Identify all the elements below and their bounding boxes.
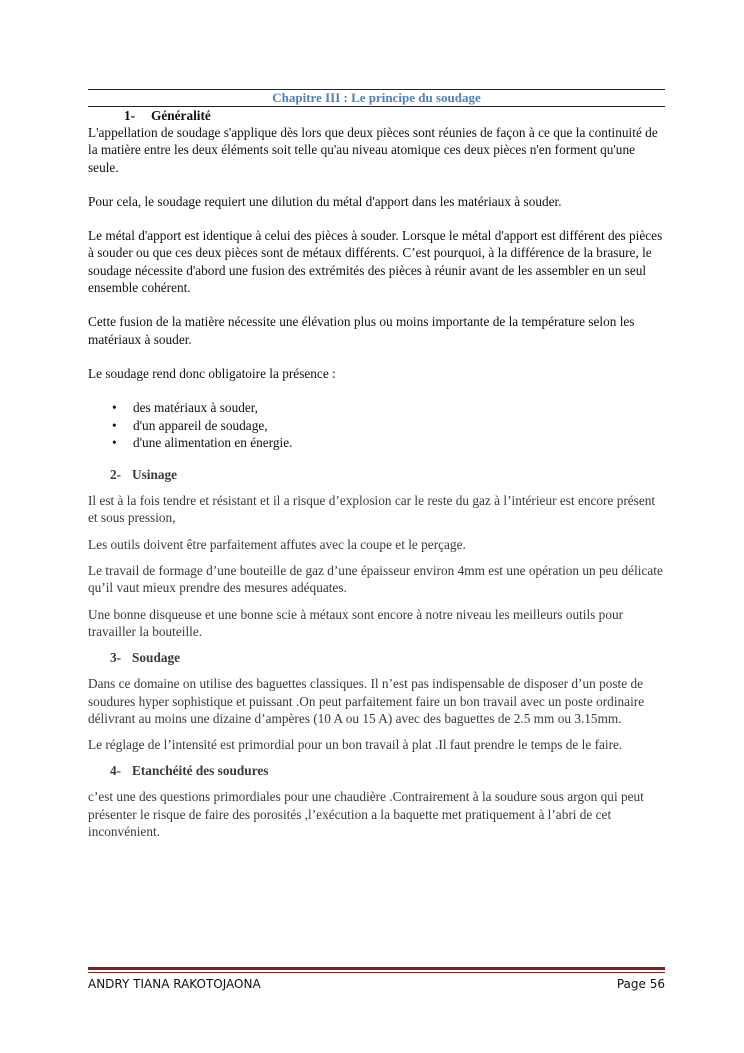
section-4-number: 4- [110,763,122,779]
section-3-heading [110,649,665,666]
section-4-title: Etanchéité des soudures [132,763,269,779]
presence-list [88,399,665,451]
section-1-heading [124,107,665,124]
list-item: • des matériaux à souder, [112,399,665,416]
footer-rule-thick [88,967,665,970]
section-1-paragraph: Le soudage rend donc obligatoire la présence : [88,365,336,381]
list-item: • d'une alimentation en énergie. [112,434,665,451]
section-1-paragraph: Le métal d'apport est identique à celui des pièces à souder. Lorsque le métal d'apport est différent des pièces à souder ou que ces deux pièces sont de métaux différents. C’est pourquoi, à la différence de la brasure, le soudage nécessite d'abord une fusion des extrémités des pièces à réunir avant de les assembler en un seul ensemble cohérent. [88,228,663,296]
section-4-paragraph: c’est une des questions primordiales pour une chaudière .Contrairement à la soudure sous argon qui peut présenter le risque de faire des porosités ,l’exécution a la baquette met pratiquement à l’abri de cet inconvénient. [88,789,644,840]
section-2-paragraph: Une bonne disqueuse et une bonne scie à métaux sont encore à notre niveau les meilleurs outils pour travailler la bouteille. [88,606,624,639]
footer-author: ANDRY TIANA RAKOTOJAONA [88,977,261,991]
section-1-paragraph: Cette fusion de la matière nécessite une élévation plus ou moins importante de la température selon les matériaux à souder. [88,314,635,347]
section-3-title: Soudage [132,650,181,666]
section-4-heading [110,762,665,779]
page-number: Page 56 [616,977,665,991]
section-2-paragraph: Les outils doivent être parfaitement affutes avec la coupe et le perçage. [88,536,466,552]
section-2-heading [110,466,665,483]
section-1-number: 1- [124,108,136,123]
section-3-number: 3- [110,650,122,666]
list-item: • d'un appareil de soudage, [112,417,665,434]
section-1-paragraph: L'appellation de soudage s'applique dès lors que deux pièces sont réunies de façon à ce que la continuité de la matière entre les deux éléments soit telle qu'au niveau atomique ces deux pièces n'en forment qu'une seule. [88,125,658,175]
section-2-number: 2- [110,467,122,483]
section-2-paragraph: Il est à la fois tendre et résistant et il a risque d’explosion car le reste du gaz à l’intérieur est encore présent et sous pression, [88,493,656,526]
section-3-paragraph: Dans ce domaine on utilise des baguettes classiques. Il n’est pas indispensable de disposer d’un poste de soudures hyper sophistique et puissant .On peut parfaitement faire un bon travail avec un poste ordinaire délivrant au moins une dizaine d’ampères (10 A ou 15 A) avec des baguettes de 2.5 mm ou 3.15mm. [88,676,645,726]
footer-rule-thin [88,972,665,973]
section-1-title: Généralité [151,108,211,123]
section-3-paragraph: Le réglage de l’intensité est primordial pour un bon travail à plat .Il faut prendre le temps de le faire. [88,737,623,753]
chapter-title: Chapitre III : Le principe du soudage [272,90,481,105]
section-2-title: Usinage [132,467,178,483]
section-2-paragraph: Le travail de formage d’une bouteille de gaz d’une épaisseur environ 4mm est une opération un peu délicate qu’il vaut mieux prendre des mesures adéquates. [88,563,663,596]
page-content [88,107,665,840]
section-1-paragraph: Pour cela, le soudage requiert une dilution du métal d'apport dans les matériaux à souder. [88,193,562,209]
